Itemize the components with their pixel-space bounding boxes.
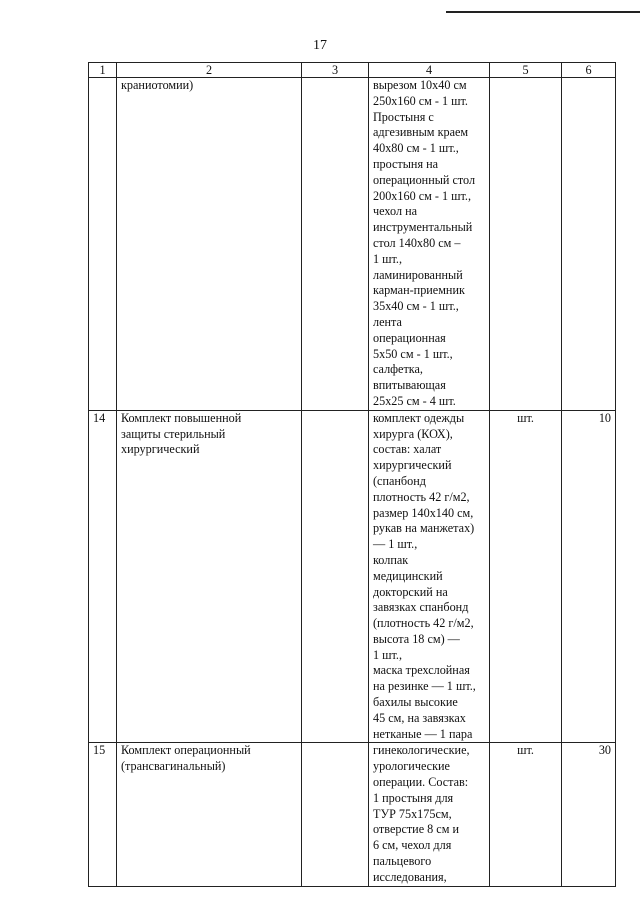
quantity-cell [562,78,616,411]
specification-table [88,62,616,887]
description-line: 45 см, на завязках [373,710,466,725]
description-line: стол 140x80 см – [373,235,461,250]
item-name-line: хирургический [121,442,200,457]
description-line: 1 шт., [373,251,403,266]
description-line: нетканые — 1 пара [373,726,473,741]
description-line: впитывающая [373,378,446,393]
description-line: комплект одежды [373,410,465,425]
description-line: отверстие 8 см и [373,822,459,837]
description-line: ламинированный [373,267,463,282]
column-header: 6 [562,63,616,78]
description-line: 200x160 см - 1 шт., [373,188,472,203]
description-line: ТУР 75x175см, [373,806,452,821]
column-3-cell [302,78,369,411]
item-name-cell [117,743,302,886]
item-name-line: защиты стерильный [121,426,226,441]
row-number: 14 [89,410,117,743]
description-line: бахилы высокие [373,695,458,710]
description-line: рукав на манжетах) [373,521,475,536]
description-line: 6 см, чехол для [373,838,452,853]
description-line: хирурга (КОХ), [373,426,453,441]
column-3-cell [302,410,369,743]
description-line: 25x25 см - 4 шт. [373,393,456,408]
table-row [89,78,616,411]
description-line: завязках спанбонд [373,600,469,615]
item-name-line: (трансвагинальный) [121,759,226,774]
column-header: 2 [117,63,302,78]
description-line: на резинке — 1 шт., [373,679,476,694]
description-line: пальцевого [373,854,432,869]
unit-cell [490,78,562,411]
column-header: 5 [490,63,562,78]
description-line: операционная [373,330,446,345]
description-line: операционный стол [373,172,476,187]
description-line: 40x80 см - 1 шт., [373,141,459,156]
description-line: карман-приемник [373,283,465,298]
table-header-row [89,63,616,78]
item-name-line: краниотомии) [121,78,194,92]
description-line: плотность 42 г/м2, [373,489,470,504]
column-header: 3 [302,63,369,78]
description-line: — 1 шт., [373,537,418,552]
item-name-cell [117,78,302,411]
description-line: медицинский [373,568,443,583]
description-line: исследования, [373,869,447,884]
description-line: вырезом 10x40 см [373,78,467,92]
column-header: 4 [369,63,490,78]
description-line: колпак [373,552,409,567]
description-line: адгезивным краем [373,125,469,140]
description-line: (спанбонд [373,473,426,488]
description-line: докторский на [373,584,448,599]
column-3-cell [302,743,369,886]
table-row [89,743,616,886]
page-number: 17 [313,38,327,53]
description-line: чехол на [373,204,418,219]
item-name-line: Комплект операционный [121,743,251,758]
item-description-cell [369,743,490,886]
description-line: Простыня с [373,109,434,124]
description-line: инструментальный [373,220,473,235]
row-number [89,78,117,411]
description-line: маска трехслойная [373,663,470,678]
table-row [89,410,616,743]
header-rule [446,11,640,13]
item-description-cell [369,410,490,743]
description-line: высота 18 см) — [373,631,460,646]
item-description-cell [369,78,490,411]
description-line: 5x50 см - 1 шт., [373,346,453,361]
item-name-cell [117,410,302,743]
description-line: лента [373,314,402,329]
description-line: 250x160 см - 1 шт. [373,93,468,108]
row-number: 15 [89,743,117,886]
description-line: размер 140x140 см, [373,505,474,520]
item-name-line: Комплект повышенной [121,410,242,425]
unit-cell: шт. [490,743,562,886]
description-line: операции. Состав: [373,775,469,790]
description-line: салфетка, [373,362,423,377]
description-line: состав: халат [373,442,442,457]
column-header: 1 [89,63,117,78]
quantity-cell: 30 [562,743,616,886]
description-line: урологические [373,759,450,774]
description-line: гинекологические, [373,743,470,758]
quantity-cell: 10 [562,410,616,743]
description-line: 1 простыня для [373,790,454,805]
description-line: 1 шт., [373,647,403,662]
description-line: 35x40 см - 1 шт., [373,299,459,314]
description-line: (плотность 42 г/м2, [373,616,474,631]
unit-cell: шт. [490,410,562,743]
description-line: простыня на [373,156,439,171]
description-line: хирургический [373,458,452,473]
